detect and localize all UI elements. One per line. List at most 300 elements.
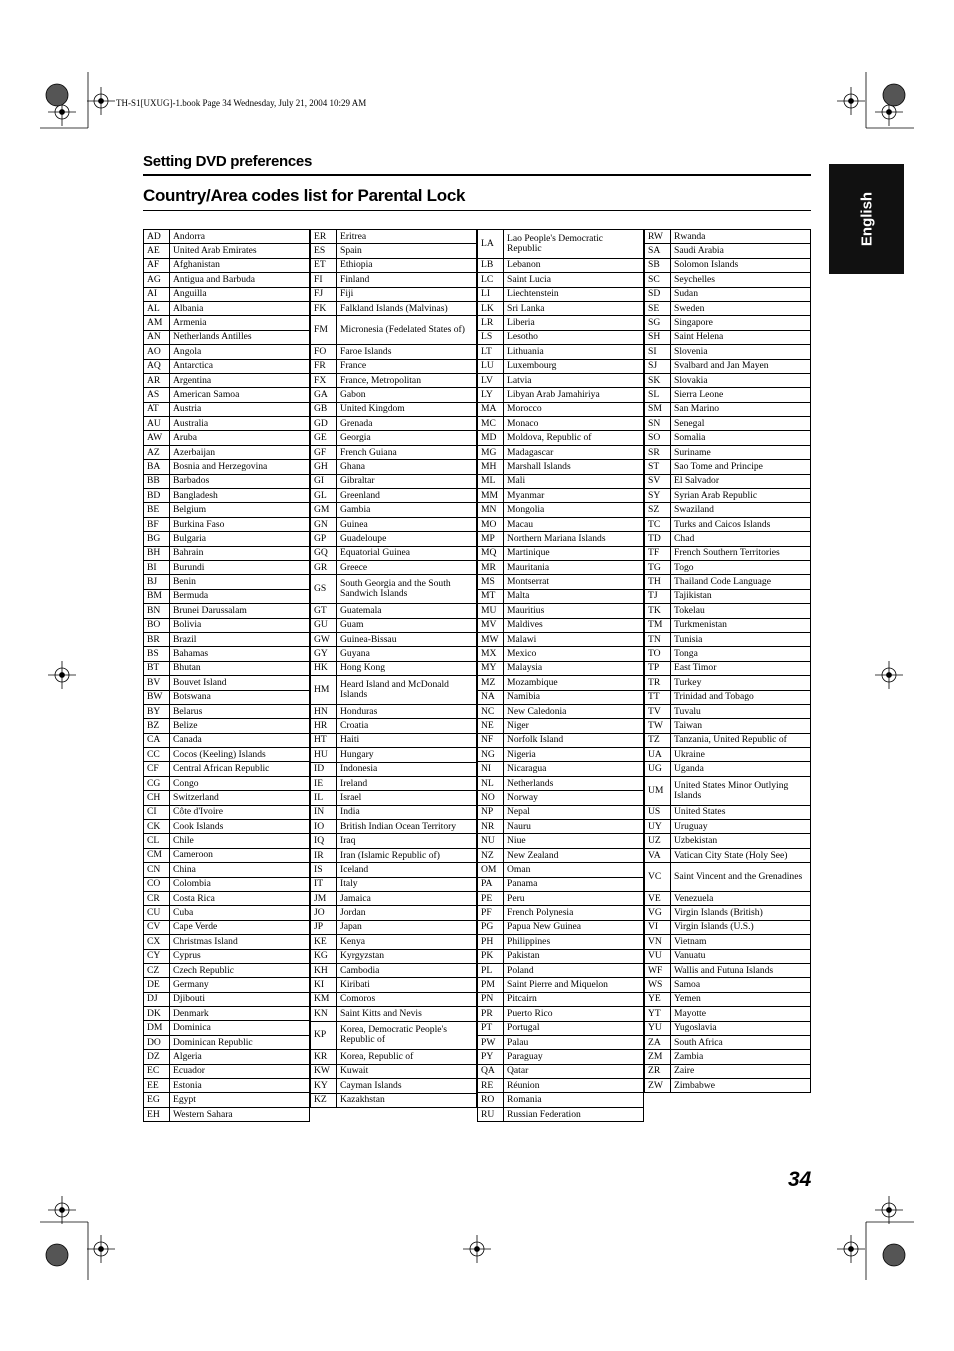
country-name: Morocco [504,402,644,416]
country-code: BW [144,690,170,704]
table-row [144,460,310,474]
table-row [478,359,644,373]
country-code: CF [144,762,170,776]
country-name: Antarctica [170,359,310,373]
country-name: Guinea-Bissau [337,632,477,646]
country-name: Zambia [671,1050,811,1064]
country-name: Netherlands Antilles [170,330,310,344]
country-name: Estonia [170,1079,310,1093]
country-name: Slovenia [671,345,811,359]
country-code: BR [144,632,170,646]
country-name: Trinidad and Tobago [671,690,811,704]
country-code: PE [478,891,504,905]
country-name: Australia [170,417,310,431]
table-row [645,604,811,618]
table-row [311,445,477,459]
table-row [144,877,310,891]
country-name: Papua New Guinea [504,920,644,934]
country-name: Ireland [337,776,477,790]
table-row [311,230,477,244]
table-row [478,949,644,963]
country-name: Sweden [671,301,811,315]
country-name: Puerto Rico [504,1007,644,1021]
country-name: Hungary [337,748,477,762]
country-code: TJ [645,589,671,603]
table-row [311,877,477,891]
table-row [645,776,811,805]
country-name: Saint Vincent and the Grenadines [671,863,811,892]
country-code: BD [144,489,170,503]
country-name: Liberia [504,316,644,330]
country-code: PN [478,992,504,1006]
country-name: Monaco [504,417,644,431]
country-code: CN [144,863,170,877]
language-tab [829,164,904,274]
country-name: Tajikistan [671,589,811,603]
country-code: AN [144,330,170,344]
country-code: MS [478,575,504,589]
country-code: WF [645,963,671,977]
country-name: Latvia [504,373,644,387]
country-code: PM [478,978,504,992]
country-code: TC [645,517,671,531]
country-code: CZ [144,963,170,977]
codes-table-col1 [143,229,310,1122]
country-name: Ghana [337,460,477,474]
country-code: TM [645,618,671,632]
country-code: SG [645,316,671,330]
country-code: UA [645,748,671,762]
country-name: Qatar [504,1064,644,1078]
country-name: Argentina [170,373,310,387]
country-code: HN [311,704,337,718]
country-name: Cuba [170,906,310,920]
country-name: Armenia [170,316,310,330]
country-name: Zimbabwe [671,1079,811,1093]
table-row [311,791,477,805]
country-name: Burundi [170,560,310,574]
country-code: GM [311,503,337,517]
country-name: Haiti [337,733,477,747]
country-name: Cayman Islands [337,1079,477,1093]
country-name: Libyan Arab Jamahiriya [504,388,644,402]
table-row [311,805,477,819]
table-row [645,417,811,431]
country-code: PH [478,935,504,949]
country-code: BB [144,474,170,488]
country-name: Netherlands [504,776,644,790]
country-name: Lebanon [504,258,644,272]
table-row [144,388,310,402]
country-name: Mali [504,474,644,488]
country-code: RU [478,1107,504,1121]
country-name: Gabon [337,388,477,402]
country-code: TF [645,546,671,560]
table-row [478,1021,644,1035]
country-name: Burkina Faso [170,517,310,531]
country-name: Somalia [671,431,811,445]
table-row [144,848,310,862]
country-code: JP [311,920,337,934]
table-row [311,1064,477,1078]
table-row [144,891,310,905]
country-code: LB [478,258,504,272]
country-name: Bahamas [170,647,310,661]
country-code: SK [645,373,671,387]
table-row [478,503,644,517]
country-name: Sao Tome and Principe [671,460,811,474]
table-row [311,532,477,546]
country-name: Belarus [170,704,310,718]
table-row [311,820,477,834]
country-name: Maldives [504,618,644,632]
table-row [311,618,477,632]
country-code: ID [311,762,337,776]
country-code: AW [144,431,170,445]
country-name: Myanmar [504,489,644,503]
table-row [478,1035,644,1049]
country-code: LV [478,373,504,387]
table-row [478,589,644,603]
country-code: GL [311,489,337,503]
country-code: KE [311,935,337,949]
table-row [478,863,644,877]
country-name: Kenya [337,935,477,949]
table-row [645,589,811,603]
country-name: Singapore [671,316,811,330]
table-row [645,460,811,474]
country-code: GQ [311,546,337,560]
table-row [478,604,644,618]
country-code: TN [645,632,671,646]
country-name: Russian Federation [504,1107,644,1121]
country-name: New Zealand [504,848,644,862]
table-row [144,1093,310,1107]
country-name: Cambodia [337,963,477,977]
country-code: SN [645,417,671,431]
country-name: Martinique [504,546,644,560]
country-code: MR [478,561,504,575]
country-code: ST [645,460,671,474]
country-code: SH [645,330,671,344]
country-name: Suriname [671,445,811,459]
country-name: Syrian Arab Republic [671,489,811,503]
table-row [311,1079,477,1093]
table-row [311,575,477,604]
country-name: Namibia [504,690,644,704]
table-row [645,474,811,488]
country-code: SC [645,273,671,287]
country-name: Senegal [671,417,811,431]
table-row [645,546,811,560]
country-name: Guadeloupe [337,532,477,546]
country-name: Uruguay [671,820,811,834]
table-row [311,848,477,862]
country-name: French Guiana [337,445,477,459]
table-row [478,388,644,402]
country-code: PK [478,949,504,963]
table-row [478,848,644,862]
country-code: ES [311,244,337,258]
country-code: MQ [478,546,504,560]
print-header: TH-S1[UXUG]-1.book Page 34 Wednesday, July 21, 2004 10:29 AM [116,98,367,108]
country-name: Pakistan [504,949,644,963]
country-name: Equatorial Guinea [337,546,477,560]
table-row [144,474,310,488]
country-code: UZ [645,834,671,848]
country-name: Falkland Islands (Malvinas) [337,301,477,315]
country-name: Micronesia (Fedelated States of) [337,316,477,345]
table-row [478,330,644,344]
country-name: Bangladesh [170,489,310,503]
country-code: LR [478,316,504,330]
country-code: GH [311,460,337,474]
table-row [478,230,644,259]
table-row [144,1021,310,1035]
country-name: Swaziland [671,503,811,517]
country-code: GI [311,474,337,488]
country-code: IS [311,863,337,877]
country-name: Afghanistan [170,258,310,272]
country-code: PT [478,1021,504,1035]
table-row [645,1079,811,1093]
country-name: Iceland [337,863,477,877]
country-name: Mexico [504,647,644,661]
table-row [645,575,811,589]
country-name: Saint Kitts and Nevis [337,1007,477,1021]
country-code: BH [144,546,170,560]
table-row [144,762,310,776]
country-code: AQ [144,359,170,373]
country-name: Indonesia [337,762,477,776]
country-code: IQ [311,834,337,848]
country-name: Liechtenstein [504,287,644,301]
country-code: YU [645,1021,671,1035]
codes-table-col4 [644,229,811,1093]
country-code: NA [478,690,504,704]
country-code: BE [144,503,170,517]
country-name: Saint Pierre and Miquelon [504,978,644,992]
page-title: Country/Area codes list for Parental Lock [143,186,466,205]
table-row [645,762,811,776]
table-row [144,661,310,675]
country-code: MT [478,589,504,603]
country-name: Saint Lucia [504,273,644,287]
country-name: Mauritius [504,604,644,618]
table-row [645,388,811,402]
table-row [144,417,310,431]
country-name: Switzerland [170,791,310,805]
table-row [144,733,310,747]
table-row [311,402,477,416]
country-code: DO [144,1035,170,1049]
country-code: BM [144,589,170,603]
country-code: YT [645,1007,671,1021]
country-code: KP [311,1021,337,1050]
country-name: Malaysia [504,661,644,675]
country-name: Virgin Islands (U.S.) [671,920,811,934]
table-row [645,532,811,546]
table-row [311,359,477,373]
table-row [144,503,310,517]
table-row [311,561,477,575]
country-name: Albania [170,301,310,315]
table-row [478,992,644,1006]
country-name: Croatia [337,719,477,733]
table-row [645,1007,811,1021]
country-code: AT [144,402,170,416]
country-code: AG [144,273,170,287]
country-code: JM [311,892,337,906]
table-row [478,273,644,287]
table-row [144,949,310,963]
table-row [311,949,477,963]
country-code: OM [478,863,504,877]
table-row [645,402,811,416]
country-code: MZ [478,676,504,690]
page-number: 34 [788,1168,812,1191]
table-row [645,992,811,1006]
country-code: CG [144,776,170,790]
country-name: Turkmenistan [671,618,811,632]
country-code: MC [478,417,504,431]
country-name: Venezuela [671,892,811,906]
country-code: BJ [144,575,170,589]
table-row [478,287,644,301]
table-row [311,1021,477,1050]
country-name: South Georgia and the South Sandwich Islands [337,575,477,604]
country-name: Cyprus [170,949,310,963]
country-code: BY [144,704,170,718]
table-row [645,330,811,344]
table-row [478,719,644,733]
country-code: SD [645,287,671,301]
country-name: Samoa [671,978,811,992]
table-row [144,719,310,733]
table-row [478,575,644,589]
table-row [478,316,644,330]
country-name: Botswana [170,690,310,704]
country-name: Brunei Darussalam [170,604,310,618]
country-code: IE [311,776,337,790]
table-row [144,589,310,603]
country-name: Aruba [170,431,310,445]
country-code: SB [645,258,671,272]
table-row [144,489,310,503]
country-name: Oman [504,863,644,877]
country-name: Christmas Island [170,935,310,949]
country-name: Cape Verde [170,920,310,934]
table-row [144,287,310,301]
table-row [311,373,477,387]
country-name: Taiwan [671,719,811,733]
table-row [645,848,811,862]
table-row [311,906,477,920]
country-name: Virgin Islands (British) [671,906,811,920]
table-row [478,733,644,747]
country-name: Yugoslavia [671,1021,811,1035]
country-code: FR [311,359,337,373]
table-row [311,661,477,675]
country-code: LU [478,359,504,373]
country-name: Bermuda [170,589,310,603]
table-row [645,503,811,517]
table-row [645,359,811,373]
table-row [144,316,310,330]
table-row [645,258,811,272]
country-code: NC [478,704,504,718]
table-row [144,1007,310,1021]
table-row [645,230,811,244]
country-code: MN [478,503,504,517]
country-code: YE [645,992,671,1006]
country-code: MP [478,532,504,546]
country-code: NF [478,733,504,747]
country-name: Yemen [671,992,811,1006]
country-name: East Timor [671,661,811,675]
country-name: Nigeria [504,748,644,762]
country-code: UM [645,776,671,805]
table-row [645,920,811,934]
country-code: FI [311,273,337,287]
table-row [144,920,310,934]
country-code: DJ [144,992,170,1006]
table-row [645,978,811,992]
country-code: ZW [645,1079,671,1093]
country-name: Moldova, Republic of [504,431,644,445]
country-code: KH [311,963,337,977]
country-name: Kuwait [337,1064,477,1078]
country-code: VN [645,935,671,949]
country-code: GY [311,647,337,661]
table-row [311,834,477,848]
table-row [311,517,477,531]
country-name: Jordan [337,906,477,920]
country-name: Bolivia [170,618,310,632]
table-row [645,345,811,359]
country-name: Turkey [671,676,811,690]
table-row [144,791,310,805]
table-row [311,992,477,1006]
country-name: Lithuania [504,345,644,359]
country-name: Bulgaria [170,532,310,546]
table-row [478,647,644,661]
country-name: Gibraltar [337,474,477,488]
table-row [478,546,644,560]
country-name: Austria [170,402,310,416]
table-row [144,834,310,848]
country-code: SM [645,402,671,416]
country-name: Saudi Arabia [671,244,811,258]
table-row [645,489,811,503]
country-code: KY [311,1079,337,1093]
table-row [311,273,477,287]
table-row [311,388,477,402]
country-code: CV [144,920,170,934]
country-code: SE [645,301,671,315]
country-code: FO [311,345,337,359]
country-name: Montserrat [504,575,644,589]
table-row [645,676,811,690]
table-row [478,877,644,891]
country-name: Bahrain [170,546,310,560]
table-row [311,892,477,906]
table-row [478,820,644,834]
table-row [311,503,477,517]
country-code: TK [645,604,671,618]
country-code: DZ [144,1050,170,1064]
table-row [478,489,644,503]
